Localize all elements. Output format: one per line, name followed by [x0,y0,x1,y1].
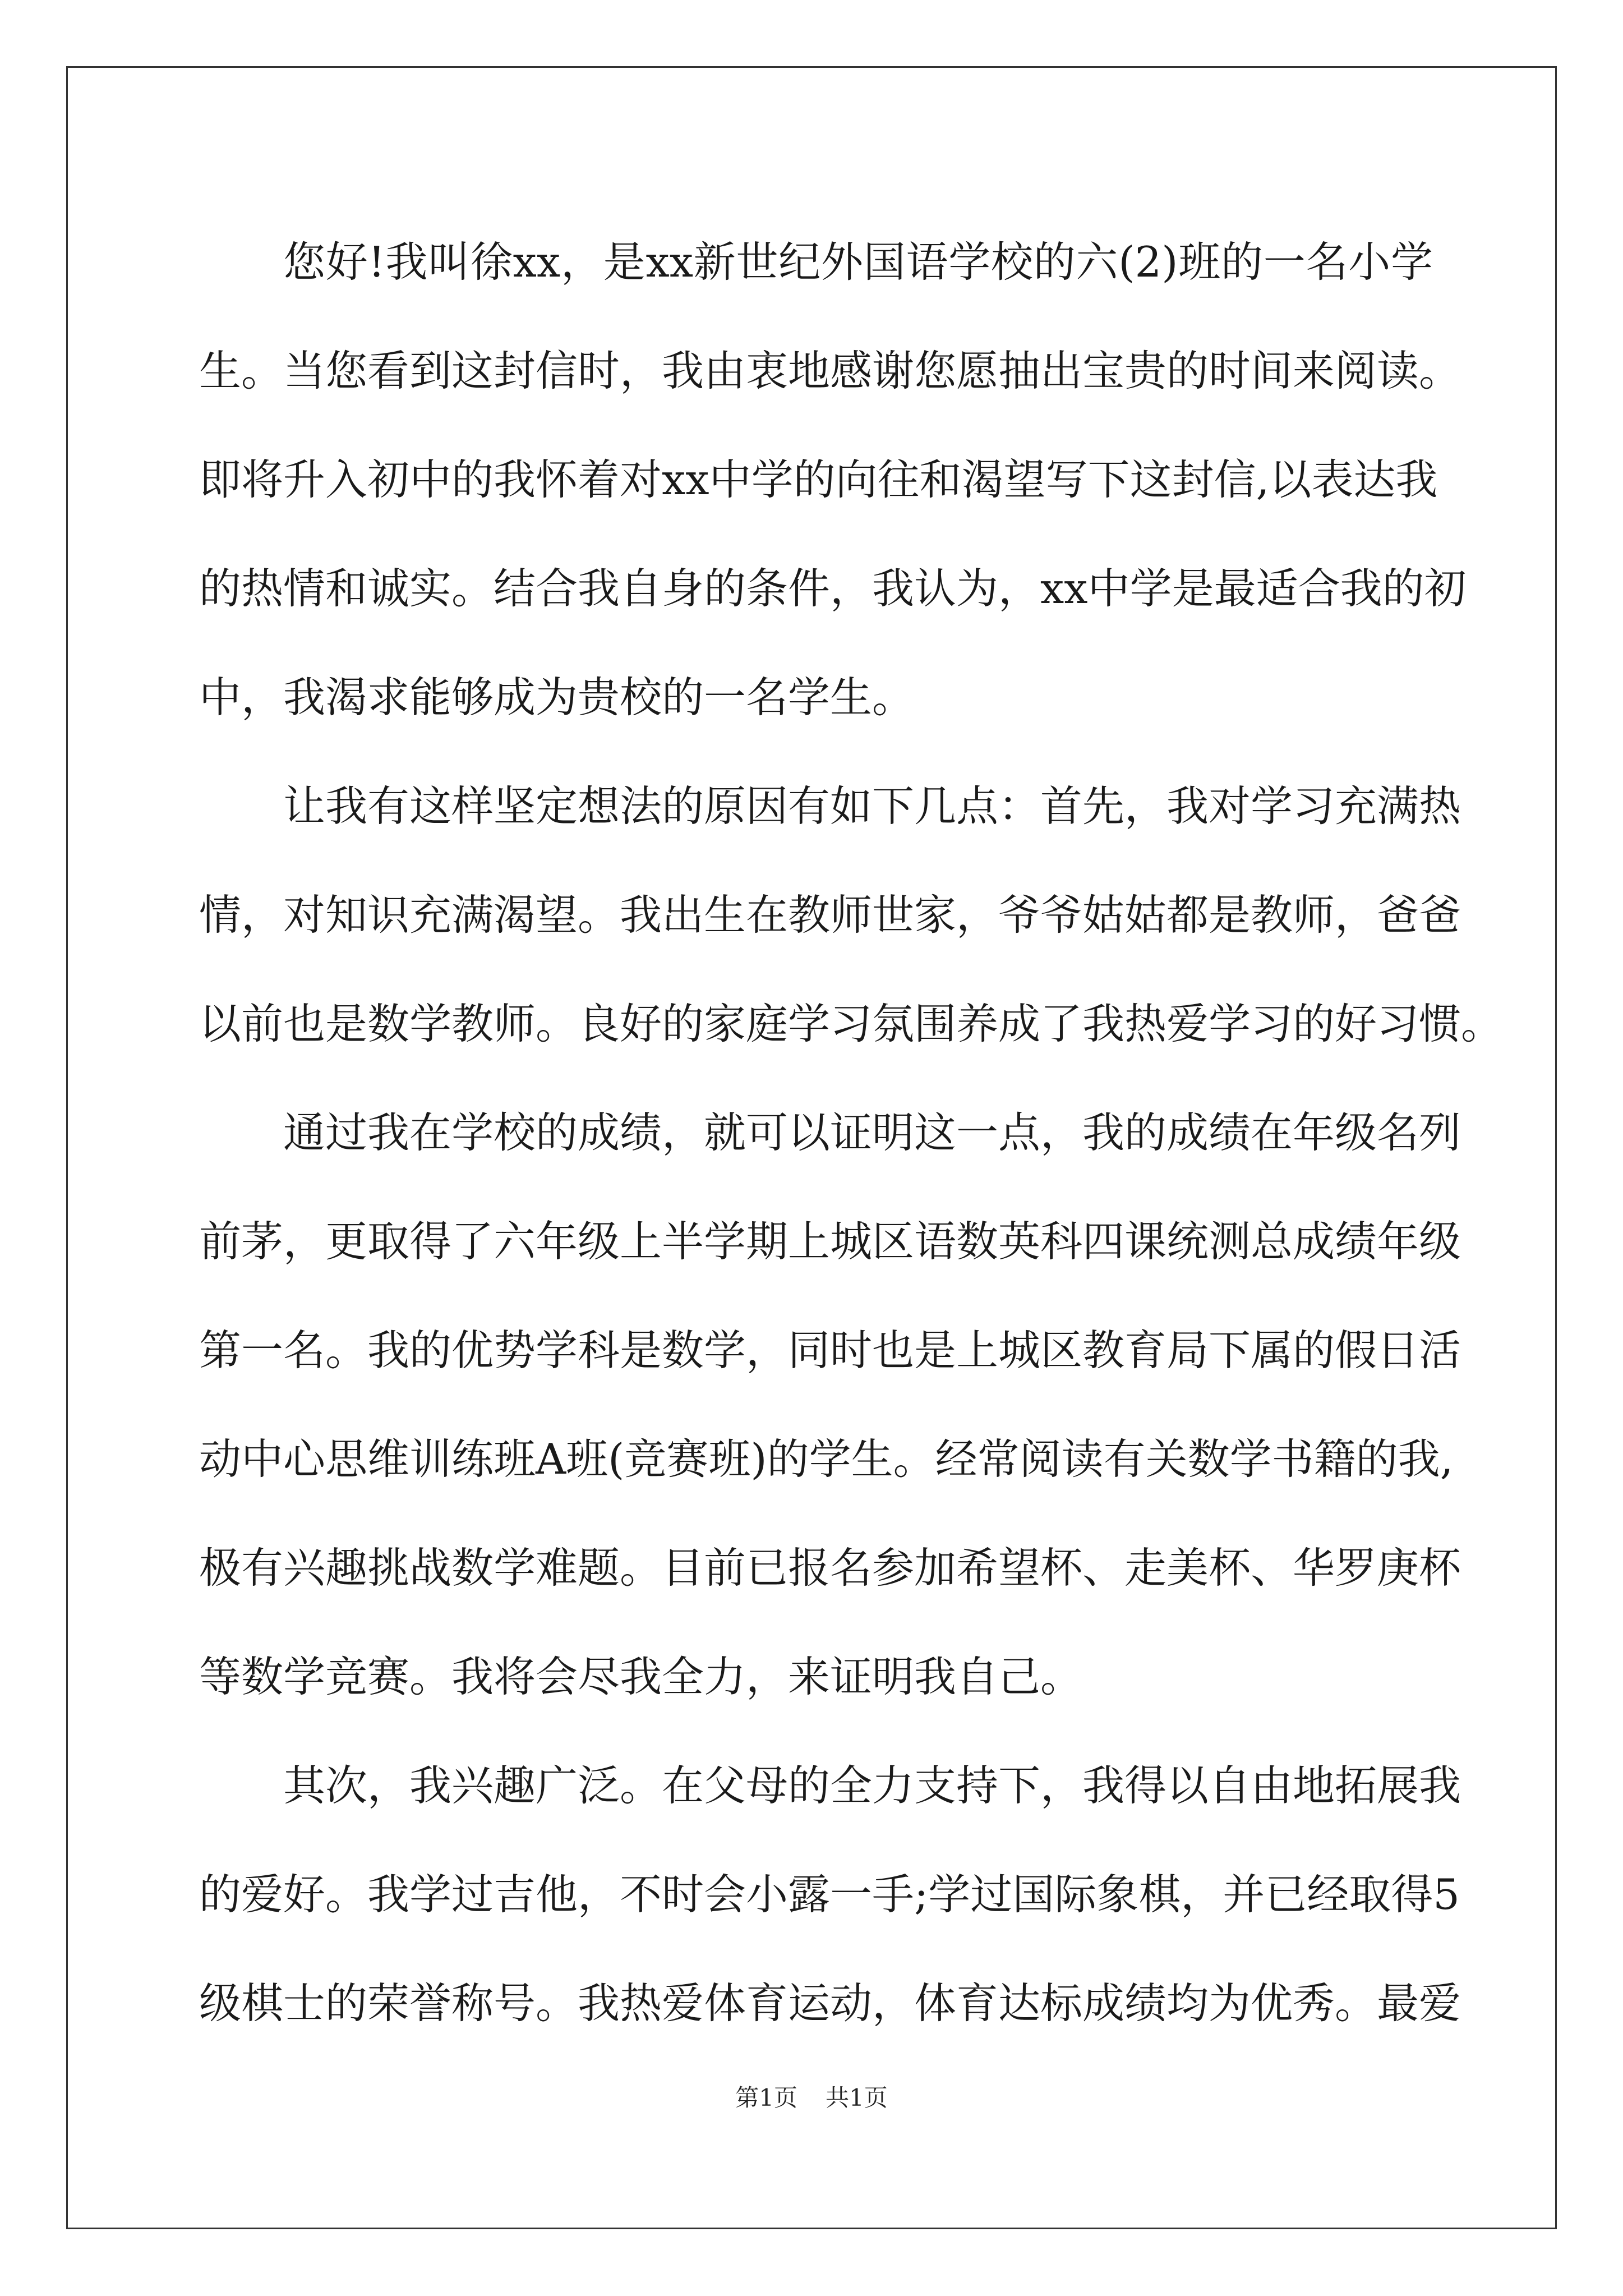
text-line: 情，对知识充满渴望。我出生在教师世家，爷爷姑姑都是教师，爸爸 [199,890,1461,940]
page-footer [0,2081,1623,2115]
text-line: 通过我在学校的成绩，就可以证明这一点，我的成绩在年级名列 [283,1108,1461,1157]
text-line: 的爱好。我学过吉他，不时会小露一手;学过国际象棋，并已经取得5 [199,1870,1460,1919]
text-line: 级棋士的荣誉称号。我热爱体育运动，体育达标成绩均为优秀。最爱 [199,1978,1461,2028]
text-line: 极有兴趣挑战数学难题。目前已报名参加希望杯、走美杯、华罗庚杯 [199,1543,1461,1593]
text-line: 其次，我兴趣广泛。在父母的全力支持下，我得以自由地拓展我 [283,1761,1461,1810]
text-line: 让我有这样坚定想法的原因有如下几点：首先，我对学习充满热 [283,781,1461,831]
text-line: 等数学竞赛。我将会尽我全力，来证明我自己。 [199,1652,1083,1701]
page-total: 共1页 [826,2084,888,2111]
text-line: 您好!我叫徐xx，是xx新世纪外国语学校的六(2)班的一名小学 [283,237,1433,287]
text-line: 即将升入初中的我怀着对xx中学的向往和渴望写下这封信,以表达我 [199,455,1438,504]
page-number: 第1页 [735,2084,797,2111]
text-line: 前茅，更取得了六年级上半学期上城区语数英科四课统测总成绩年级 [199,1217,1461,1266]
text-line: 以前也是数学教师。良好的家庭学习氛围养成了我热爱学习的好习惯。 [199,999,1504,1048]
text-line: 第一名。我的优势学科是数学，同时也是上城区教育局下属的假日活 [199,1326,1461,1375]
text-line: 中，我渴求能够成为贵校的一名学生。 [199,673,915,722]
text-line: 的热情和诚实。结合我自身的条件，我认为，xx中学是最适合我的初 [199,564,1467,613]
text-line: 动中心思维训练班A班(竞赛班)的学生。经常阅读有关数学书籍的我, [199,1434,1454,1484]
text-line: 生。当您看到这封信时，我由衷地感谢您愿抽出宝贵的时间来阅读。 [199,346,1461,395]
letter-body [199,208,1504,2058]
